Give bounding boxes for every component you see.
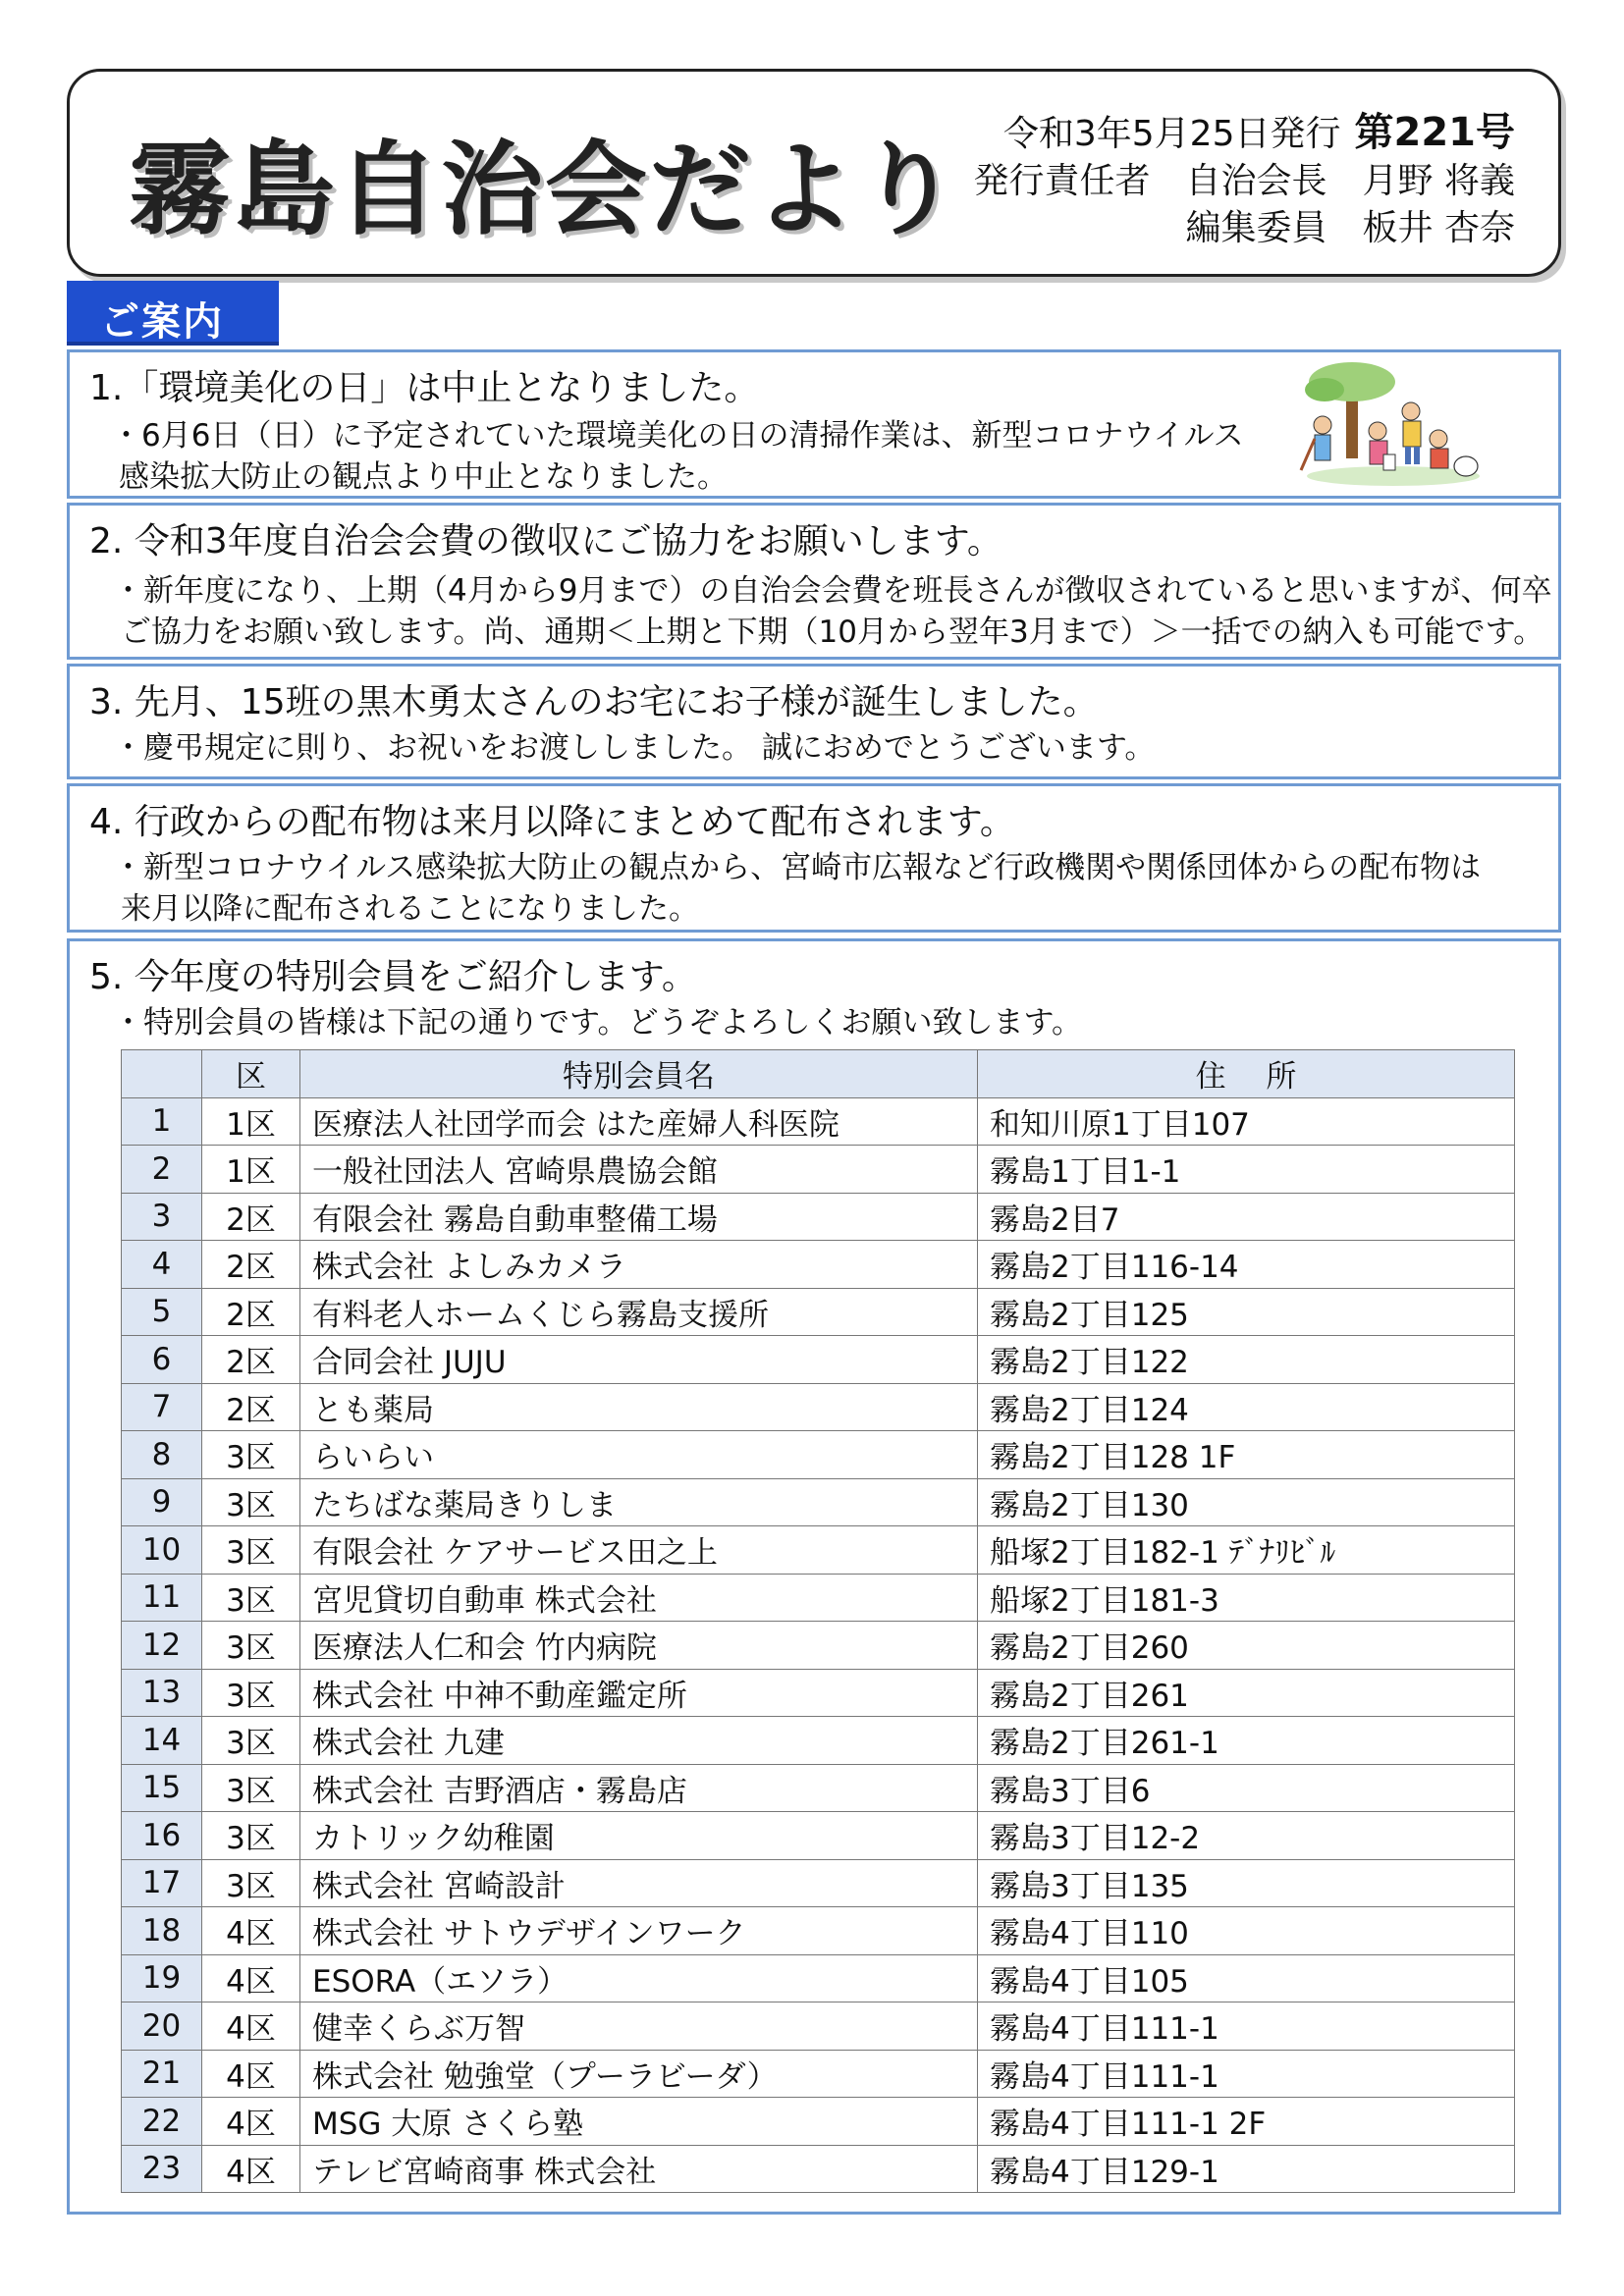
district-cell: 3区 <box>202 1526 300 1575</box>
row-number: 3 <box>122 1193 202 1241</box>
notice-title: 5. 今年度の特別会員をご紹介します。 <box>89 957 697 997</box>
district-cell: 4区 <box>202 2145 300 2193</box>
row-number: 9 <box>122 1478 202 1526</box>
table-row <box>122 1764 1515 1812</box>
address-cell: 霧島2丁目260 <box>978 1622 1515 1670</box>
district-cell: 1区 <box>202 1146 300 1194</box>
row-number: 5 <box>122 1288 202 1336</box>
notice-body <box>113 727 1155 769</box>
table-row <box>122 1526 1515 1575</box>
notice-title: 4. 行政からの配布物は来月以降にまとめて配布されます。 <box>89 802 1015 842</box>
district-cell: 3区 <box>202 1478 300 1526</box>
address-cell: 霧島4丁目111-1 2F <box>978 2098 1515 2146</box>
address-cell: 霧島4丁目111-1 <box>978 2002 1515 2051</box>
address-cell: 霧島2丁目261-1 <box>978 1717 1515 1765</box>
table-row <box>122 2002 1515 2051</box>
member-name-cell: 医療法人仁和会 竹内病院 <box>300 1622 978 1670</box>
address-cell: 霧島1丁目1-1 <box>978 1146 1515 1194</box>
cleanup-clipart <box>1295 360 1480 488</box>
notice-body <box>111 415 1244 498</box>
notice-line: ・6月6日（日）に予定されていた環境美化の日の清掃作業は、新型コロナウイルス <box>111 418 1244 454</box>
notice-line: 感染拡大防止の観点より中止となりました。 <box>119 459 728 495</box>
member-name-cell: 合同会社 JUJU <box>300 1336 978 1384</box>
address-cell: 霧島2丁目261 <box>978 1669 1515 1717</box>
row-number: 21 <box>122 2050 202 2098</box>
row-number: 1 <box>122 1097 202 1146</box>
row-number: 16 <box>122 1812 202 1860</box>
address-cell: 霧島2丁目125 <box>978 1288 1515 1336</box>
editor: 編集委員 板井 杏奈 <box>1185 208 1515 248</box>
address-cell: 霧島2丁目116-14 <box>978 1241 1515 1289</box>
row-number: 13 <box>122 1669 202 1717</box>
column-header-member-name: 特別会員名 <box>300 1050 978 1098</box>
member-name-cell: たちばな薬局きりしま <box>300 1478 978 1526</box>
table-row <box>122 1574 1515 1622</box>
row-number: 17 <box>122 1859 202 1907</box>
table-row <box>122 1146 1515 1194</box>
district-cell: 3区 <box>202 1764 300 1812</box>
district-cell: 3区 <box>202 1669 300 1717</box>
row-number: 8 <box>122 1431 202 1479</box>
address-cell: 霧島3丁目12-2 <box>978 1812 1515 1860</box>
district-cell: 3区 <box>202 1859 300 1907</box>
member-name-cell: 一般社団法人 宮崎県農協会館 <box>300 1146 978 1194</box>
notice-3 <box>67 664 1561 779</box>
notice-title: 3. 先月、15班の黒木勇太さんのお宅にお子様が誕生しました。 <box>89 682 1099 722</box>
address-cell: 霧島4丁目110 <box>978 1907 1515 1955</box>
member-name-cell: 株式会社 よしみカメラ <box>300 1241 978 1289</box>
issue-info <box>974 109 1515 252</box>
address-cell: 船塚2丁目181-3 <box>978 1574 1515 1622</box>
district-cell: 4区 <box>202 2098 300 2146</box>
member-name-cell: 株式会社 中神不動産鑑定所 <box>300 1669 978 1717</box>
table-row <box>122 1431 1515 1479</box>
table-row <box>122 2145 1515 2193</box>
address-cell: 霧島4丁目105 <box>978 1954 1515 2002</box>
publisher: 発行責任者 自治会長 月野 将義 <box>973 161 1515 201</box>
issue-date: 令和3年5月25日発行 <box>1002 114 1341 154</box>
newsletter-title: 霧島自治会だより <box>129 129 962 249</box>
address-cell: 霧島2目7 <box>978 1193 1515 1241</box>
address-cell: 和知川原1丁目107 <box>978 1097 1515 1146</box>
member-name-cell: ESORA（エソラ） <box>300 1954 978 2002</box>
district-cell: 3区 <box>202 1622 300 1670</box>
table-row <box>122 1241 1515 1289</box>
member-name-cell: らいらい <box>300 1431 978 1479</box>
district-cell: 2区 <box>202 1241 300 1289</box>
table-row <box>122 1812 1515 1860</box>
district-cell: 4区 <box>202 2050 300 2098</box>
table-row <box>122 1288 1515 1336</box>
notice-line: ・慶弔規定に則り、お祝いをお渡ししました。 誠におめでとうございます。 <box>113 730 1156 766</box>
column-header-address: 住 所 <box>978 1050 1515 1098</box>
district-cell: 2区 <box>202 1336 300 1384</box>
row-number: 7 <box>122 1383 202 1431</box>
member-name-cell: 株式会社 吉野酒店・霧島店 <box>300 1764 978 1812</box>
issue-number: 第221号 <box>1354 110 1515 155</box>
member-name-cell: 株式会社 九建 <box>300 1717 978 1765</box>
district-cell: 2区 <box>202 1288 300 1336</box>
row-number: 10 <box>122 1526 202 1575</box>
row-number: 15 <box>122 1764 202 1812</box>
district-cell: 2区 <box>202 1193 300 1241</box>
notice-line: 来月以降に配布されることになりました。 <box>121 891 699 927</box>
member-name-cell: 医療法人社団学而会 はた産婦人科医院 <box>300 1097 978 1146</box>
address-cell: 船塚2丁目182-1 ﾃﾞﾅﾘﾋﾞﾙ <box>978 1526 1515 1575</box>
member-name-cell: 宮児貸切自動車 株式会社 <box>300 1574 978 1622</box>
row-number: 14 <box>122 1717 202 1765</box>
district-cell: 4区 <box>202 2002 300 2051</box>
district-cell: 3区 <box>202 1431 300 1479</box>
table-row <box>122 1336 1515 1384</box>
district-cell: 3区 <box>202 1812 300 1860</box>
table-row <box>122 1717 1515 1765</box>
address-cell: 霧島2丁目128 1F <box>978 1431 1515 1479</box>
address-cell: 霧島2丁目124 <box>978 1383 1515 1431</box>
address-cell: 霧島2丁目130 <box>978 1478 1515 1526</box>
district-cell: 2区 <box>202 1383 300 1431</box>
row-number: 20 <box>122 2002 202 2051</box>
table-row <box>122 1859 1515 1907</box>
address-cell: 霧島3丁目6 <box>978 1764 1515 1812</box>
district-cell: 1区 <box>202 1097 300 1146</box>
member-name-cell: 有限会社 霧島自動車整備工場 <box>300 1193 978 1241</box>
row-number: 19 <box>122 1954 202 2002</box>
notice-1 <box>67 349 1561 499</box>
table-row <box>122 2050 1515 2098</box>
notice-line: ・新年度になり、上期（4月から9月まで）の自治会会費を班長さんが徴収されていると思いますが、何卒 <box>113 573 1552 609</box>
table-header-row <box>122 1050 1515 1098</box>
row-number: 6 <box>122 1336 202 1384</box>
member-name-cell: カトリック幼稚園 <box>300 1812 978 1860</box>
row-number: 18 <box>122 1907 202 1955</box>
notice-line: ・特別会員の皆様は下記の通りです。どうぞよろしくお願い致します。 <box>113 1005 1083 1041</box>
member-name-cell: 株式会社 宮崎設計 <box>300 1859 978 1907</box>
notice-line: ・新型コロナウイルス感染拡大防止の観点から、宮崎市広報など行政機関や関係団体からの配布物は <box>113 850 1482 885</box>
notice-title: 1.「環境美化の日」は中止となりました。 <box>89 368 760 408</box>
row-number: 4 <box>122 1241 202 1289</box>
column-header-no <box>122 1050 202 1098</box>
notice-4 <box>67 783 1561 933</box>
address-cell: 霧島4丁目129-1 <box>978 2145 1515 2193</box>
table-row <box>122 1622 1515 1670</box>
member-name-cell: 有限会社 ケアサービス田之上 <box>300 1526 978 1575</box>
table-row <box>122 1193 1515 1241</box>
row-number: 23 <box>122 2145 202 2193</box>
member-name-cell: 有料老人ホームくじら霧島支援所 <box>300 1288 978 1336</box>
notice-body <box>113 570 1551 653</box>
member-name-cell: テレビ宮崎商事 株式会社 <box>300 2145 978 2193</box>
member-name-cell: 株式会社 勉強堂（プーラビーダ） <box>300 2050 978 2098</box>
address-cell: 霧島4丁目111-1 <box>978 2050 1515 2098</box>
row-number: 11 <box>122 1574 202 1622</box>
table-row <box>122 2098 1515 2146</box>
table-row <box>122 1097 1515 1146</box>
notice-line: ご協力をお願い致します。尚、通期＜上期と下期（10月から翌年3月まで）＞一括での納入も可能です。 <box>121 614 1544 650</box>
district-cell: 4区 <box>202 1954 300 2002</box>
issue-line <box>974 109 1515 158</box>
district-cell: 4区 <box>202 1907 300 1955</box>
table-body <box>122 1097 1515 2193</box>
row-number: 2 <box>122 1146 202 1194</box>
table-row <box>122 1478 1515 1526</box>
address-cell: 霧島3丁目135 <box>978 1859 1515 1907</box>
member-name-cell: 健幸くらぶ万智 <box>300 2002 978 2051</box>
special-members-table <box>121 1049 1515 2193</box>
notice-body <box>113 1002 1082 1043</box>
table-row <box>122 1907 1515 1955</box>
column-header-district: 区 <box>202 1050 300 1098</box>
member-name-cell: とも薬局 <box>300 1383 978 1431</box>
district-cell: 3区 <box>202 1574 300 1622</box>
notice-2 <box>67 503 1561 660</box>
table-row <box>122 1669 1515 1717</box>
member-name-cell: MSG 大原 さくら塾 <box>300 2098 978 2146</box>
notice-5 <box>67 938 1561 2215</box>
newsletter-header <box>67 69 1561 277</box>
member-name-cell: 株式会社 サトウデザインワーク <box>300 1907 978 1955</box>
district-cell: 3区 <box>202 1717 300 1765</box>
notice-body <box>113 847 1481 930</box>
table-row <box>122 1954 1515 2002</box>
row-number: 22 <box>122 2098 202 2146</box>
row-number: 12 <box>122 1622 202 1670</box>
notice-title: 2. 令和3年度自治会会費の徴収にご協力をお願いします。 <box>89 521 1002 561</box>
address-cell: 霧島2丁目122 <box>978 1336 1515 1384</box>
section-tab-notices: ご案内 <box>67 281 279 346</box>
table-row <box>122 1383 1515 1431</box>
